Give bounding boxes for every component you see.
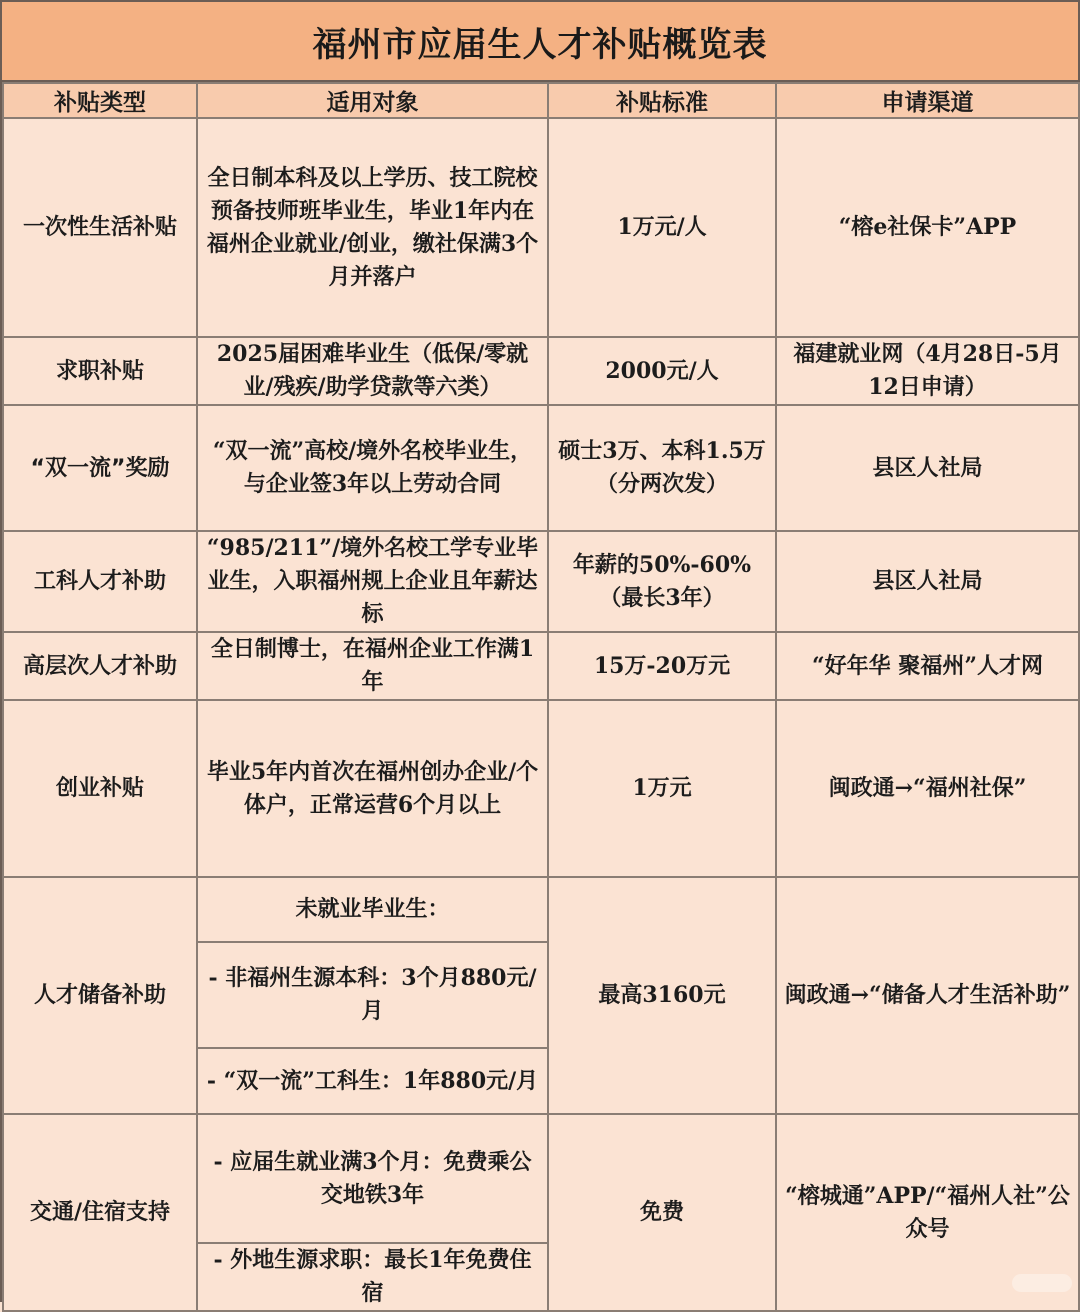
subsidy-standard: 年薪的50%-60%（最长3年） <box>548 531 776 632</box>
subsidy-type: 人才储备补助 <box>3 877 197 1114</box>
subsidy-type: 交通/住宿支持 <box>3 1114 197 1311</box>
subsidy-standard: 最高3160元 <box>548 877 776 1114</box>
eligible-target: 全日制博士，在福州企业工作满1年 <box>197 632 548 700</box>
eligible-target: 毕业5年内首次在福州创办企业/个体户，正常运营6个月以上 <box>197 700 548 877</box>
apply-channel: 福建就业网（4月28日-5月12日申请） <box>776 337 1079 405</box>
table-row <box>3 337 1079 405</box>
apply-channel: “榕e社保卡”APP <box>776 118 1079 337</box>
subsidy-standard: 1万元 <box>548 700 776 877</box>
eligible-target: 全日制本科及以上学历、技工院校预备技师班毕业生，毕业1年内在福州企业就业/创业，缴社保满3个月并落户 <box>197 118 548 337</box>
eligible-target: “985/211”/境外名校工学专业毕业生，入职福州规上企业且年薪达标 <box>197 531 548 632</box>
table-row <box>3 405 1079 531</box>
header-target: 适用对象 <box>197 83 548 118</box>
table-row <box>3 877 1079 942</box>
subsidy-table <box>2 82 1080 1312</box>
subsidy-type: 工科人才补助 <box>3 531 197 632</box>
subsidy-type: 求职补贴 <box>3 337 197 405</box>
header-type: 补贴类型 <box>3 83 197 118</box>
apply-channel: “榕城通”APP/“福州人社”公众号 <box>776 1114 1079 1311</box>
table-row <box>3 118 1079 337</box>
apply-channel: 县区人社局 <box>776 531 1079 632</box>
table-row <box>3 1114 1079 1243</box>
subsidy-standard: 免费 <box>548 1114 776 1311</box>
subsidy-type: 一次性生活补贴 <box>3 118 197 337</box>
eligible-target-line: 未就业毕业生： <box>197 877 548 942</box>
eligible-target-line: - “双一流”工科生：1年880元/月 <box>197 1048 548 1114</box>
subsidy-standard: 硕士3万、本科1.5万（分两次发） <box>548 405 776 531</box>
subsidy-type: 创业补贴 <box>3 700 197 877</box>
header-row <box>3 83 1079 118</box>
apply-channel: 县区人社局 <box>776 405 1079 531</box>
table-title: 福州市应届生人才补贴概览表 <box>2 2 1078 82</box>
apply-channel: 闽政通→“福州社保” <box>776 700 1079 877</box>
apply-channel: 闽政通→“储备人才生活补助” <box>776 877 1079 1114</box>
apply-channel: “好年华 聚福州”人才网 <box>776 632 1079 700</box>
subsidy-type: 高层次人才补助 <box>3 632 197 700</box>
eligible-target-line: - 非福州生源本科：3个月880元/月 <box>197 942 548 1048</box>
eligible-target-line: - 应届生就业满3个月：免费乘公交地铁3年 <box>197 1114 548 1243</box>
table-row <box>3 632 1079 700</box>
subsidy-standard: 1万元/人 <box>548 118 776 337</box>
subsidy-standard: 15万-20万元 <box>548 632 776 700</box>
eligible-target: “双一流”高校/境外名校毕业生，与企业签3年以上劳动合同 <box>197 405 548 531</box>
eligible-target: 2025届困难毕业生（低保/零就业/残疾/助学贷款等六类） <box>197 337 548 405</box>
table-row <box>3 531 1079 632</box>
eligible-target-line: - 外地生源求职：最长1年免费住宿 <box>197 1243 548 1311</box>
subsidy-standard: 2000元/人 <box>548 337 776 405</box>
header-standard: 补贴标准 <box>548 83 776 118</box>
subsidy-type: “双一流”奖励 <box>3 405 197 531</box>
table-row <box>3 700 1079 877</box>
watermark-mark <box>1012 1274 1072 1292</box>
header-channel: 申请渠道 <box>776 83 1079 118</box>
